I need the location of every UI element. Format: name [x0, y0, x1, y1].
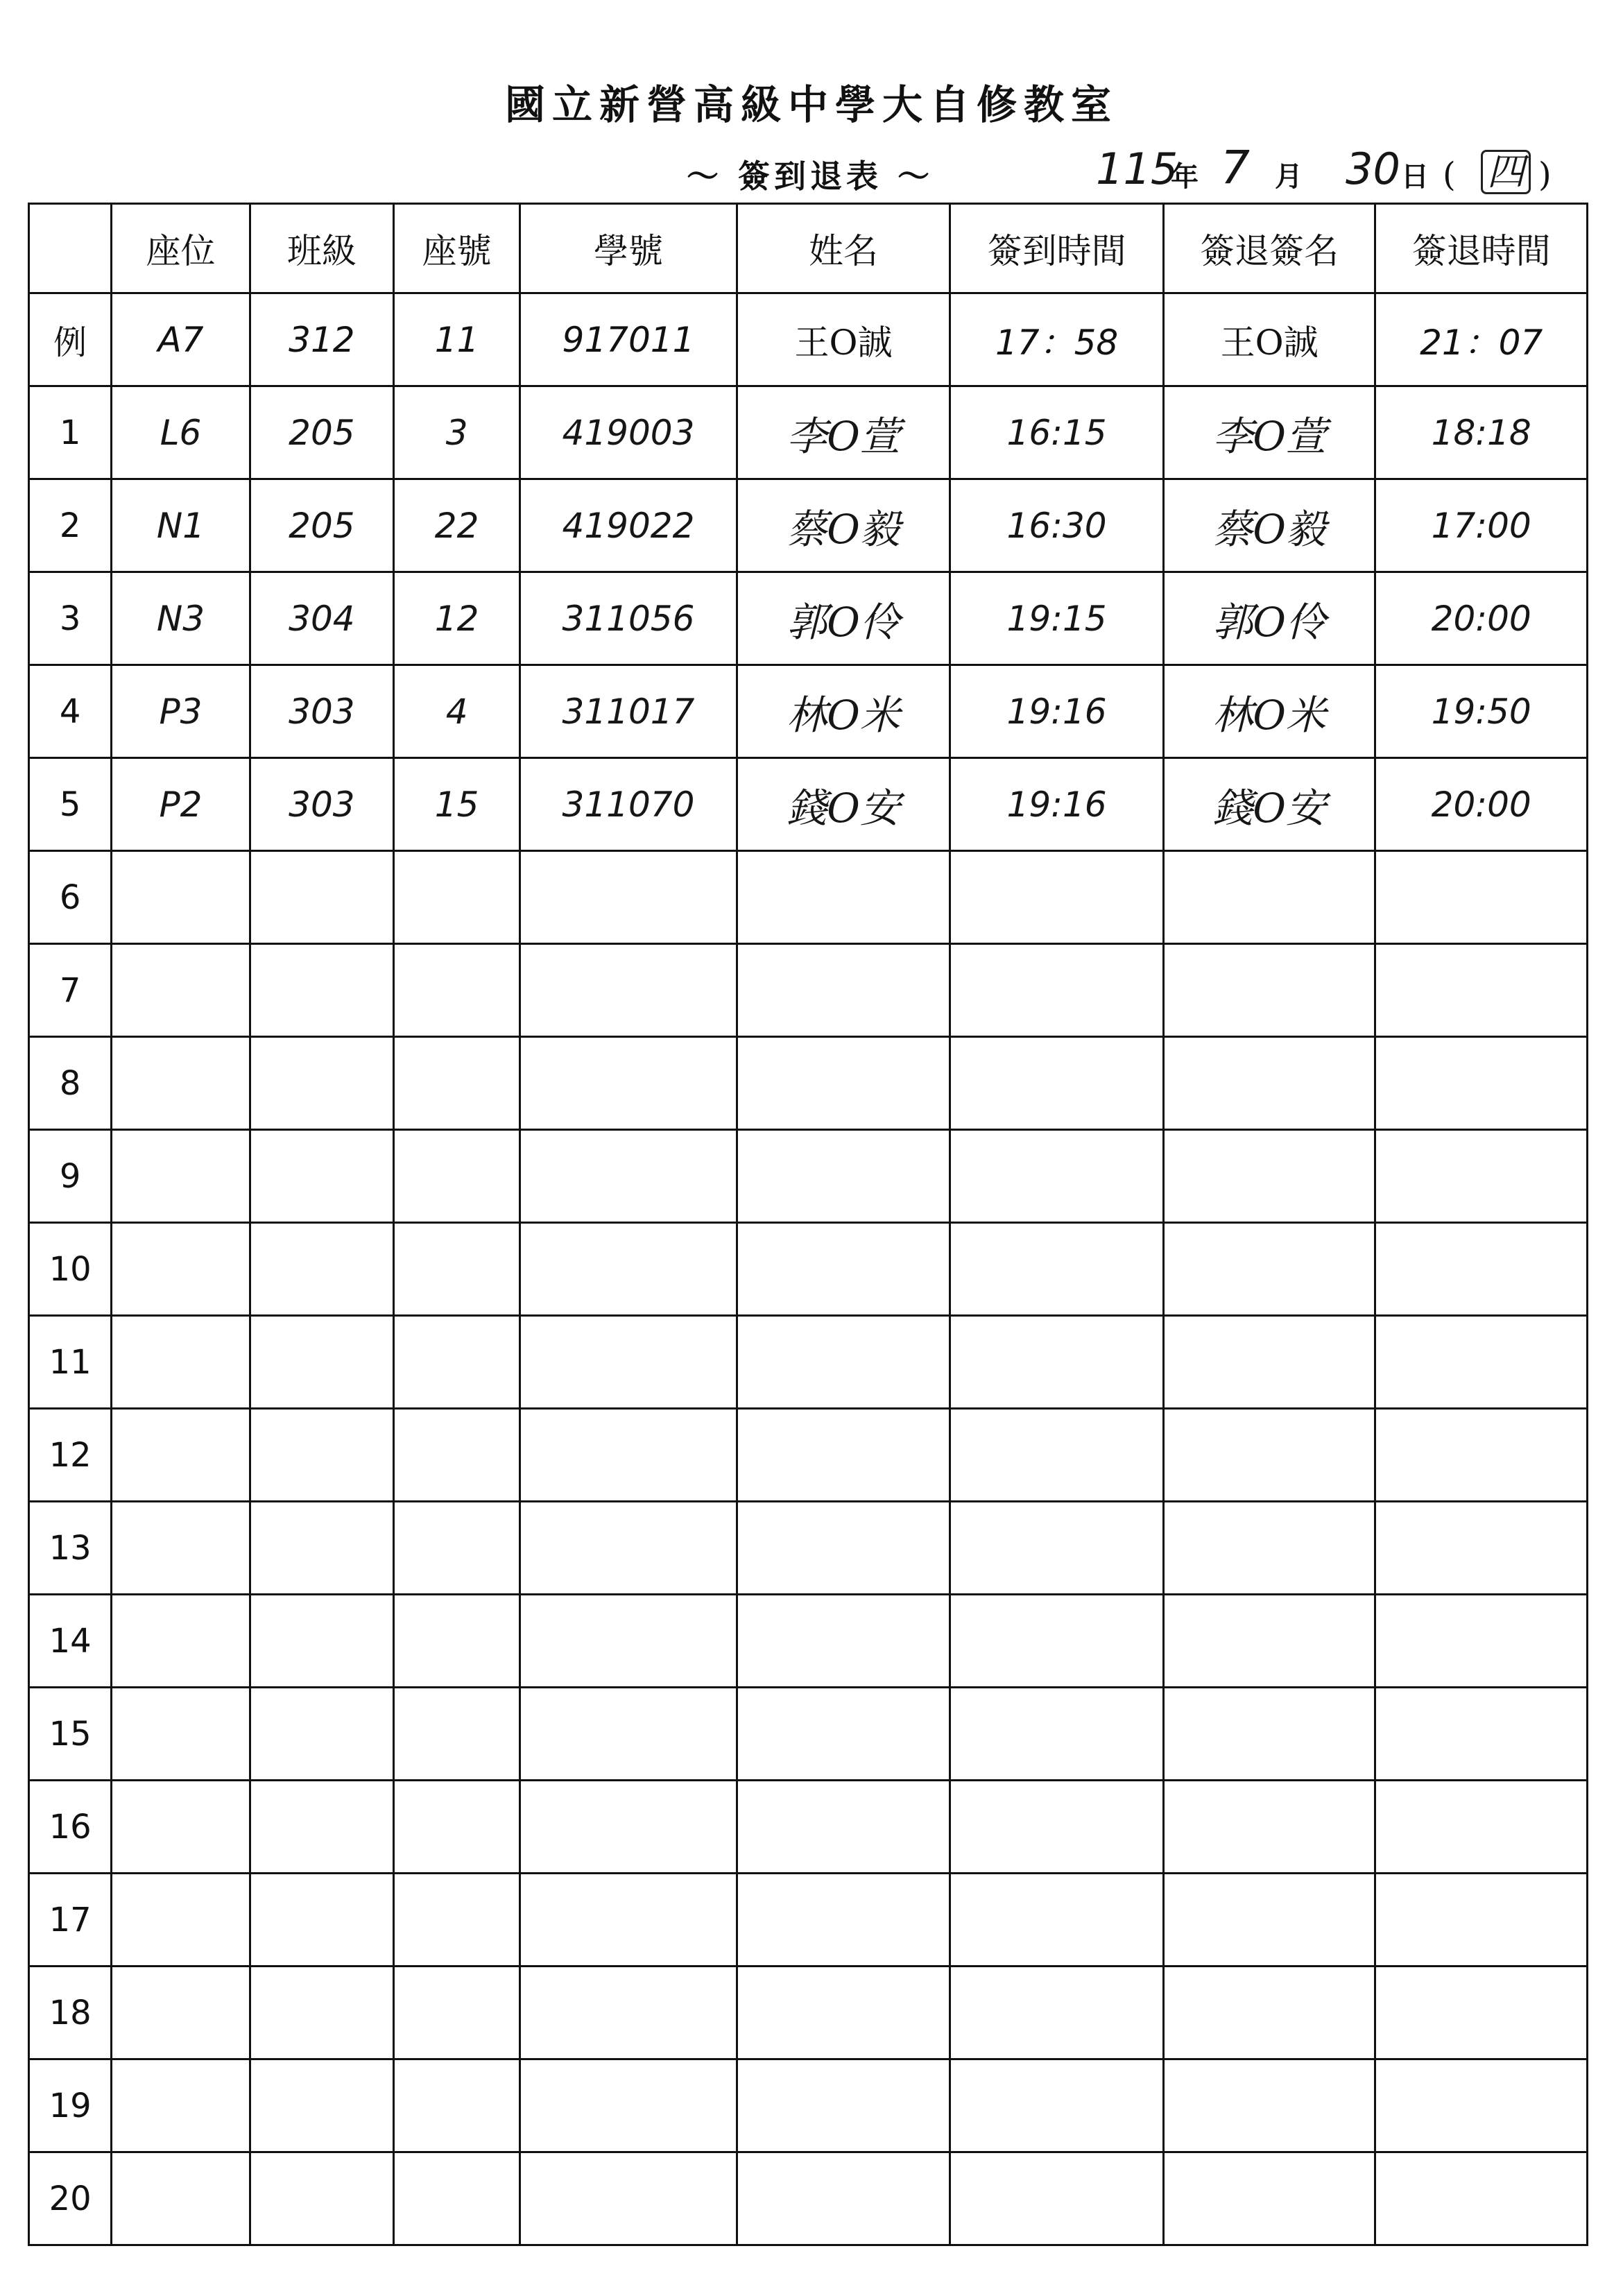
sign-in-time-cell[interactable] — [950, 1223, 1164, 1316]
sign-out-signature-cell[interactable]: 錢O安 — [1163, 758, 1375, 851]
seat-cell[interactable] — [112, 1223, 250, 1316]
name-cell[interactable] — [737, 1037, 950, 1130]
seat-cell[interactable] — [112, 1130, 250, 1223]
class-cell[interactable] — [250, 1130, 393, 1223]
sign-out-signature-cell[interactable] — [1163, 2059, 1375, 2152]
table-row — [29, 851, 1588, 944]
name-cell[interactable] — [737, 1223, 950, 1316]
example-class: 312 — [250, 293, 393, 386]
sign-out-signature-cell[interactable] — [1163, 1223, 1375, 1316]
student-id-cell[interactable] — [520, 944, 737, 1037]
row-number: 13 — [29, 1502, 112, 1595]
sign-in-time-cell[interactable] — [950, 1316, 1164, 1409]
name-cell[interactable] — [737, 1316, 950, 1409]
sign-out-signature-cell[interactable]: 李O萱 — [1163, 386, 1375, 479]
sign-out-time-cell[interactable] — [1375, 1967, 1588, 2059]
name-cell[interactable] — [737, 944, 950, 1037]
name-cell[interactable] — [737, 2059, 950, 2152]
student-id-cell[interactable] — [520, 1595, 737, 1688]
date-day: 30 — [1346, 144, 1400, 194]
row-number: 19 — [29, 2059, 112, 2152]
class-cell[interactable] — [250, 1874, 393, 1967]
number-cell[interactable]: 3 — [394, 386, 520, 479]
number-cell[interactable] — [394, 851, 520, 944]
sign-out-signature-cell[interactable] — [1163, 2152, 1375, 2245]
class-cell[interactable] — [250, 851, 393, 944]
row-number: 3 — [29, 572, 112, 665]
sign-out-signature-cell[interactable] — [1163, 1130, 1375, 1223]
sign-in-time-cell[interactable]: 19:16 — [950, 758, 1164, 851]
sign-out-signature-cell[interactable] — [1163, 1874, 1375, 1967]
example-seat: A7 — [112, 293, 250, 386]
number-cell[interactable] — [394, 1781, 520, 1874]
table-row — [29, 2152, 1588, 2245]
student-id-cell[interactable]: 419022 — [520, 479, 737, 572]
seat-cell[interactable] — [112, 2059, 250, 2152]
header-student-id: 學號 — [520, 204, 737, 293]
number-cell[interactable]: 12 — [394, 572, 520, 665]
row-number: 1 — [29, 386, 112, 479]
example-sign-out-time: 21：07 — [1375, 293, 1588, 386]
seat-cell[interactable] — [112, 1502, 250, 1595]
name-cell[interactable] — [737, 851, 950, 944]
sign-out-signature-cell[interactable] — [1163, 944, 1375, 1037]
sign-in-time-cell[interactable]: 19:15 — [950, 572, 1164, 665]
weekday-paren-close: ) — [1538, 155, 1552, 194]
student-id-cell[interactable] — [520, 1874, 737, 1967]
sign-in-time-cell[interactable] — [950, 2059, 1164, 2152]
sign-out-time-cell[interactable] — [1375, 1409, 1588, 1502]
student-id-cell[interactable] — [520, 1223, 737, 1316]
table-row — [29, 1409, 1588, 1502]
student-id-cell[interactable] — [520, 1967, 737, 2059]
seat-cell[interactable] — [112, 2152, 250, 2245]
sign-in-time-cell[interactable]: 16:15 — [950, 386, 1164, 479]
class-cell[interactable] — [250, 1688, 393, 1781]
table-row — [29, 944, 1588, 1037]
student-id-cell[interactable] — [520, 1502, 737, 1595]
student-id-cell[interactable] — [520, 1781, 737, 1874]
number-cell[interactable] — [394, 1874, 520, 1967]
sign-in-time-cell[interactable] — [950, 1688, 1164, 1781]
example-label: 例 — [29, 293, 112, 386]
student-id-cell[interactable]: 311056 — [520, 572, 737, 665]
seat-cell[interactable] — [112, 1967, 250, 2059]
name-cell[interactable] — [737, 1409, 950, 1502]
row-number: 16 — [29, 1781, 112, 1874]
sign-out-time-cell[interactable] — [1375, 1316, 1588, 1409]
seat-cell[interactable] — [112, 1409, 250, 1502]
sign-out-time-cell[interactable] — [1375, 1223, 1588, 1316]
sign-out-signature-cell[interactable]: 蔡O毅 — [1163, 479, 1375, 572]
sign-out-signature-cell[interactable] — [1163, 1037, 1375, 1130]
seat-cell[interactable] — [112, 1316, 250, 1409]
sign-out-signature-cell[interactable]: 林O米 — [1163, 665, 1375, 758]
date-line — [1096, 141, 1581, 200]
sign-in-time-cell[interactable]: 19:16 — [950, 665, 1164, 758]
day-label: 日 — [1401, 160, 1429, 193]
sign-out-signature-cell[interactable] — [1163, 1595, 1375, 1688]
sign-out-signature-cell[interactable]: 郭O伶 — [1163, 572, 1375, 665]
seat-cell[interactable]: P2 — [112, 758, 250, 851]
student-id-cell[interactable] — [520, 1316, 737, 1409]
sign-out-signature-cell[interactable] — [1163, 1967, 1375, 2059]
sign-out-time-cell[interactable] — [1375, 2152, 1588, 2245]
class-cell[interactable] — [250, 1316, 393, 1409]
class-cell[interactable] — [250, 2152, 393, 2245]
example-row — [29, 293, 1588, 386]
table-row — [29, 1688, 1588, 1781]
sign-out-signature-cell[interactable] — [1163, 1409, 1375, 1502]
sign-in-out-table — [28, 203, 1588, 2246]
sign-out-time-cell[interactable] — [1375, 2059, 1588, 2152]
date-year: 115 — [1096, 144, 1178, 194]
seat-cell[interactable] — [112, 1037, 250, 1130]
sign-in-time-cell[interactable]: 16:30 — [950, 479, 1164, 572]
table-row — [29, 1781, 1588, 1874]
sign-out-time-cell[interactable] — [1375, 1502, 1588, 1595]
row-number: 7 — [29, 944, 112, 1037]
sign-out-time-cell[interactable] — [1375, 1781, 1588, 1874]
row-number: 5 — [29, 758, 112, 851]
header-row — [29, 204, 1588, 293]
sign-out-time-cell[interactable] — [1375, 1130, 1588, 1223]
row-number: 6 — [29, 851, 112, 944]
table-row — [29, 1037, 1588, 1130]
header-number: 座號 — [394, 204, 520, 293]
table-row — [29, 1130, 1588, 1223]
class-cell[interactable] — [250, 1502, 393, 1595]
table-row — [29, 1967, 1588, 2059]
row-number: 8 — [29, 1037, 112, 1130]
example-sign-in-time: 17：58 — [950, 293, 1164, 386]
row-number: 4 — [29, 665, 112, 758]
student-id-cell[interactable] — [520, 1688, 737, 1781]
student-id-cell[interactable]: 311070 — [520, 758, 737, 851]
class-cell[interactable]: 304 — [250, 572, 393, 665]
student-id-cell[interactable] — [520, 1130, 737, 1223]
example-name: 王O誠 — [737, 293, 950, 386]
sign-in-time-cell[interactable] — [950, 944, 1164, 1037]
month-label: 月 — [1275, 160, 1303, 193]
seat-cell[interactable] — [112, 1874, 250, 1967]
student-id-cell[interactable] — [520, 2059, 737, 2152]
table-row — [29, 1223, 1588, 1316]
name-cell[interactable] — [737, 1688, 950, 1781]
example-sign-out-signature: 王O誠 — [1163, 293, 1375, 386]
class-cell[interactable]: 303 — [250, 758, 393, 851]
number-cell[interactable]: 15 — [394, 758, 520, 851]
name-cell[interactable]: 錢O安 — [737, 758, 950, 851]
student-id-cell[interactable]: 311017 — [520, 665, 737, 758]
sign-out-time-cell[interactable]: 20:00 — [1375, 758, 1588, 851]
sign-in-time-cell[interactable] — [950, 1037, 1164, 1130]
sign-out-time-cell[interactable]: 18:18 — [1375, 386, 1588, 479]
student-id-cell[interactable]: 419003 — [520, 386, 737, 479]
seat-cell[interactable]: N3 — [112, 572, 250, 665]
header-index — [29, 204, 112, 293]
header-class: 班級 — [250, 204, 393, 293]
sign-in-time-cell[interactable] — [950, 1781, 1164, 1874]
number-cell[interactable] — [394, 1595, 520, 1688]
row-number: 12 — [29, 1409, 112, 1502]
table-row — [29, 665, 1588, 758]
sign-out-time-cell[interactable] — [1375, 1688, 1588, 1781]
row-number: 2 — [29, 479, 112, 572]
name-cell[interactable] — [737, 1874, 950, 1967]
number-cell[interactable] — [394, 1688, 520, 1781]
table-row — [29, 758, 1588, 851]
number-cell[interactable] — [394, 1409, 520, 1502]
seat-cell[interactable] — [112, 1595, 250, 1688]
header-seat: 座位 — [112, 204, 250, 293]
sign-out-signature-cell[interactable] — [1163, 1316, 1375, 1409]
name-cell[interactable] — [737, 1502, 950, 1595]
row-number: 20 — [29, 2152, 112, 2245]
sign-in-time-cell[interactable] — [950, 1502, 1164, 1595]
header-sign-out-signature: 簽退簽名 — [1163, 204, 1375, 293]
number-cell[interactable]: 4 — [394, 665, 520, 758]
name-cell[interactable]: 林O米 — [737, 665, 950, 758]
sign-in-time-cell[interactable] — [950, 1130, 1164, 1223]
sign-out-signature-cell[interactable] — [1163, 1688, 1375, 1781]
name-cell[interactable] — [737, 1781, 950, 1874]
number-cell[interactable] — [394, 2059, 520, 2152]
row-number: 11 — [29, 1316, 112, 1409]
row-number: 10 — [29, 1223, 112, 1316]
name-cell[interactable] — [737, 2152, 950, 2245]
number-cell[interactable] — [394, 1502, 520, 1595]
class-cell[interactable]: 205 — [250, 479, 393, 572]
name-cell[interactable] — [737, 1130, 950, 1223]
number-cell[interactable] — [394, 1037, 520, 1130]
date-weekday: 四 — [1481, 150, 1531, 194]
table-row — [29, 1874, 1588, 1967]
seat-cell[interactable] — [112, 1688, 250, 1781]
class-cell[interactable] — [250, 1967, 393, 2059]
table-row — [29, 1502, 1588, 1595]
header-name: 姓名 — [737, 204, 950, 293]
class-cell[interactable] — [250, 1037, 393, 1130]
sign-out-time-cell[interactable] — [1375, 1037, 1588, 1130]
number-cell[interactable] — [394, 2152, 520, 2245]
student-id-cell[interactable] — [520, 1409, 737, 1502]
sign-out-signature-cell[interactable] — [1163, 1502, 1375, 1595]
table-row — [29, 1316, 1588, 1409]
sign-out-time-cell[interactable] — [1375, 1595, 1588, 1688]
class-cell[interactable] — [250, 1223, 393, 1316]
table-row — [29, 572, 1588, 665]
header-sign-in-time: 簽到時間 — [950, 204, 1164, 293]
class-cell[interactable] — [250, 1409, 393, 1502]
class-cell[interactable] — [250, 1595, 393, 1688]
student-id-cell[interactable] — [520, 2152, 737, 2245]
example-number: 11 — [394, 293, 520, 386]
table-row — [29, 1595, 1588, 1688]
table-row — [29, 386, 1588, 479]
number-cell[interactable] — [394, 1316, 520, 1409]
name-cell[interactable]: 蔡O毅 — [737, 479, 950, 572]
sign-out-time-cell[interactable] — [1375, 944, 1588, 1037]
student-id-cell[interactable] — [520, 1037, 737, 1130]
sign-in-time-cell[interactable] — [950, 851, 1164, 944]
number-cell[interactable] — [394, 1223, 520, 1316]
number-cell[interactable] — [394, 1967, 520, 2059]
sign-in-time-cell[interactable] — [950, 1595, 1164, 1688]
class-cell[interactable]: 205 — [250, 386, 393, 479]
sign-in-time-cell[interactable] — [950, 1409, 1164, 1502]
document-subtitle: ～ 簽到退表 ～ — [687, 157, 934, 195]
header-sign-out-time: 簽退時間 — [1375, 204, 1588, 293]
sign-out-signature-cell[interactable] — [1163, 851, 1375, 944]
sign-out-signature-cell[interactable] — [1163, 1781, 1375, 1874]
example-student-id: 917011 — [520, 293, 737, 386]
sign-in-time-cell[interactable] — [950, 2152, 1164, 2245]
row-number: 14 — [29, 1595, 112, 1688]
table-row — [29, 479, 1588, 572]
table-row — [29, 2059, 1588, 2152]
student-id-cell[interactable] — [520, 851, 737, 944]
number-cell[interactable] — [394, 1130, 520, 1223]
class-cell[interactable]: 303 — [250, 665, 393, 758]
class-cell[interactable] — [250, 944, 393, 1037]
class-cell[interactable] — [250, 1781, 393, 1874]
name-cell[interactable] — [737, 1967, 950, 2059]
seat-cell[interactable]: L6 — [112, 386, 250, 479]
name-cell[interactable]: 郭O伶 — [737, 572, 950, 665]
sign-in-time-cell[interactable] — [950, 1967, 1164, 2059]
sign-out-time-cell[interactable]: 20:00 — [1375, 572, 1588, 665]
date-month: 7 — [1221, 141, 1250, 194]
seat-cell[interactable] — [112, 851, 250, 944]
year-label: 年 — [1171, 160, 1199, 193]
seat-cell[interactable] — [112, 944, 250, 1037]
weekday-paren-open: ( — [1443, 155, 1456, 194]
row-number: 9 — [29, 1130, 112, 1223]
name-cell[interactable]: 李O萱 — [737, 386, 950, 479]
class-cell[interactable] — [250, 2059, 393, 2152]
row-number: 17 — [29, 1874, 112, 1967]
number-cell[interactable] — [394, 944, 520, 1037]
sign-out-time-cell[interactable]: 19:50 — [1375, 665, 1588, 758]
row-number: 18 — [29, 1967, 112, 2059]
sign-out-time-cell[interactable]: 17:00 — [1375, 479, 1588, 572]
sign-out-time-cell[interactable] — [1375, 851, 1588, 944]
seat-cell[interactable]: N1 — [112, 479, 250, 572]
sign-in-time-cell[interactable] — [950, 1874, 1164, 1967]
row-number: 15 — [29, 1688, 112, 1781]
seat-cell[interactable] — [112, 1781, 250, 1874]
sign-out-time-cell[interactable] — [1375, 1874, 1588, 1967]
name-cell[interactable] — [737, 1595, 950, 1688]
number-cell[interactable]: 22 — [394, 479, 520, 572]
seat-cell[interactable]: P3 — [112, 665, 250, 758]
document-title: 國立新營高級中學大自修教室 — [504, 81, 1118, 128]
